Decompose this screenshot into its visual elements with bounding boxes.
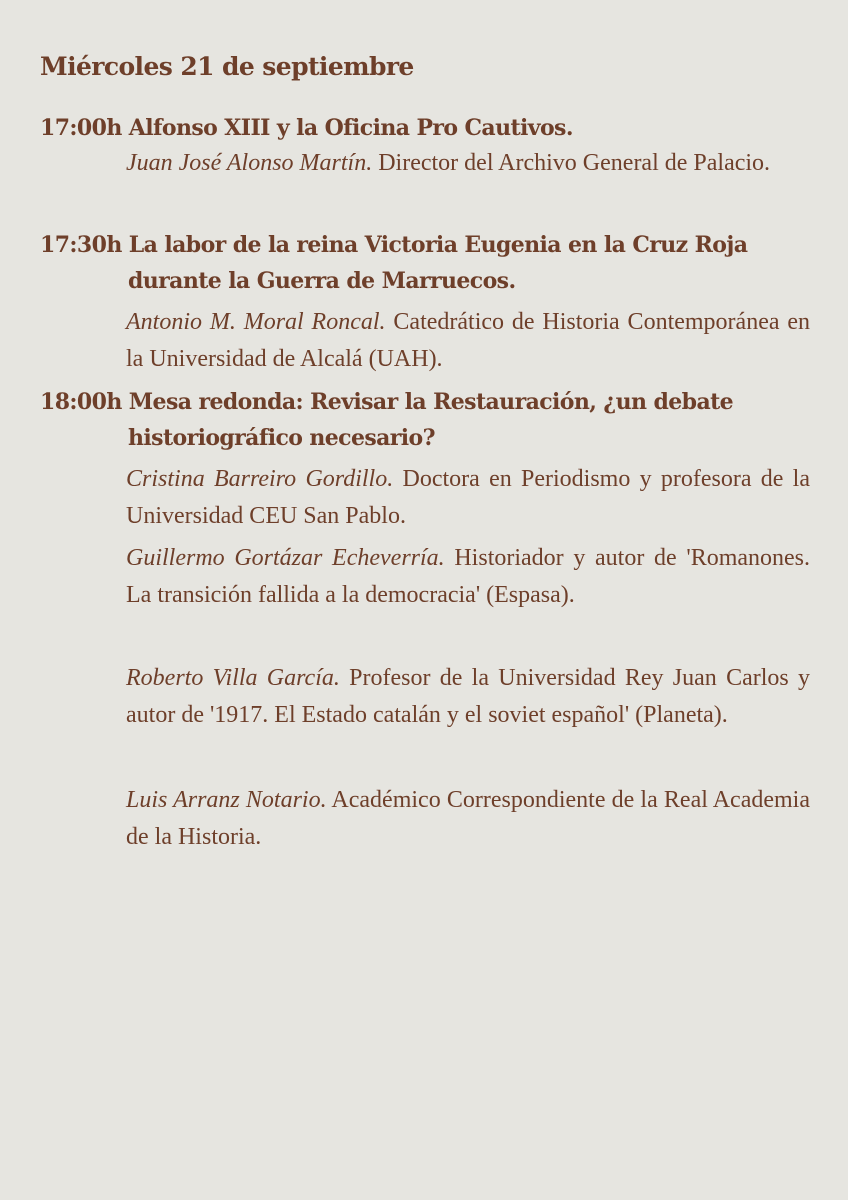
session-2-title-line1: 17:30h La labor de la reina Victoria Eugenia en la Cruz Roja (40, 232, 748, 258)
session-3-title (40, 384, 810, 456)
day-heading: Miércoles 21 de septiembre (40, 52, 414, 81)
session-1-title (40, 110, 810, 146)
speaker-name: Roberto Villa García. (126, 665, 340, 691)
speaker-name: Juan José Alonso Martín. (126, 150, 373, 176)
session-3-speaker-1 (126, 461, 810, 534)
speaker-description: Historiador y autor de 'Romanones. La transición fallida a la democracia' (Espasa). (126, 545, 811, 608)
session-1-title-text: 17:00h Alfonso XIII y la Oficina Pro Cautivos. (40, 115, 573, 141)
speaker-description: Director del Archivo General de Palacio. (372, 150, 771, 176)
speaker-description: Académico Correspondiente de la Real Academia de la Historia. (126, 787, 810, 850)
speaker-name: Luis Arranz Notario. (126, 787, 327, 813)
speaker-name: Cristina Barreiro Gordillo. (126, 466, 394, 492)
session-3-speaker-2 (126, 540, 810, 613)
session-3-speaker-3 (126, 660, 810, 733)
session-3-title-line1: 18:00h Mesa redonda: Revisar la Restauración, ¿un debate (40, 389, 734, 415)
session-2-speaker-1 (126, 304, 810, 377)
speaker-description: Doctora en Periodismo y profesora de la Universidad CEU San Pablo. (126, 466, 810, 529)
session-3-title-line2: historiográfico necesario? (128, 425, 435, 451)
session-3-speaker-4 (126, 782, 810, 855)
speaker-description: Catedrático de Historia Contemporánea en la Universidad de Alcalá (UAH). (126, 309, 811, 372)
speaker-name: Guillermo Gortázar Echeverría. (126, 545, 445, 571)
speaker-description: Profesor de la Universidad Rey Juan Carlos y autor de '1917. El Estado catalán y el soviet español' (Planeta). (126, 665, 811, 728)
speaker-name: Antonio M. Moral Roncal. (126, 309, 386, 335)
session-1-speaker-1 (126, 145, 810, 182)
session-2-title (40, 227, 810, 299)
session-2-title-line2: durante la Guerra de Marruecos. (128, 268, 516, 294)
